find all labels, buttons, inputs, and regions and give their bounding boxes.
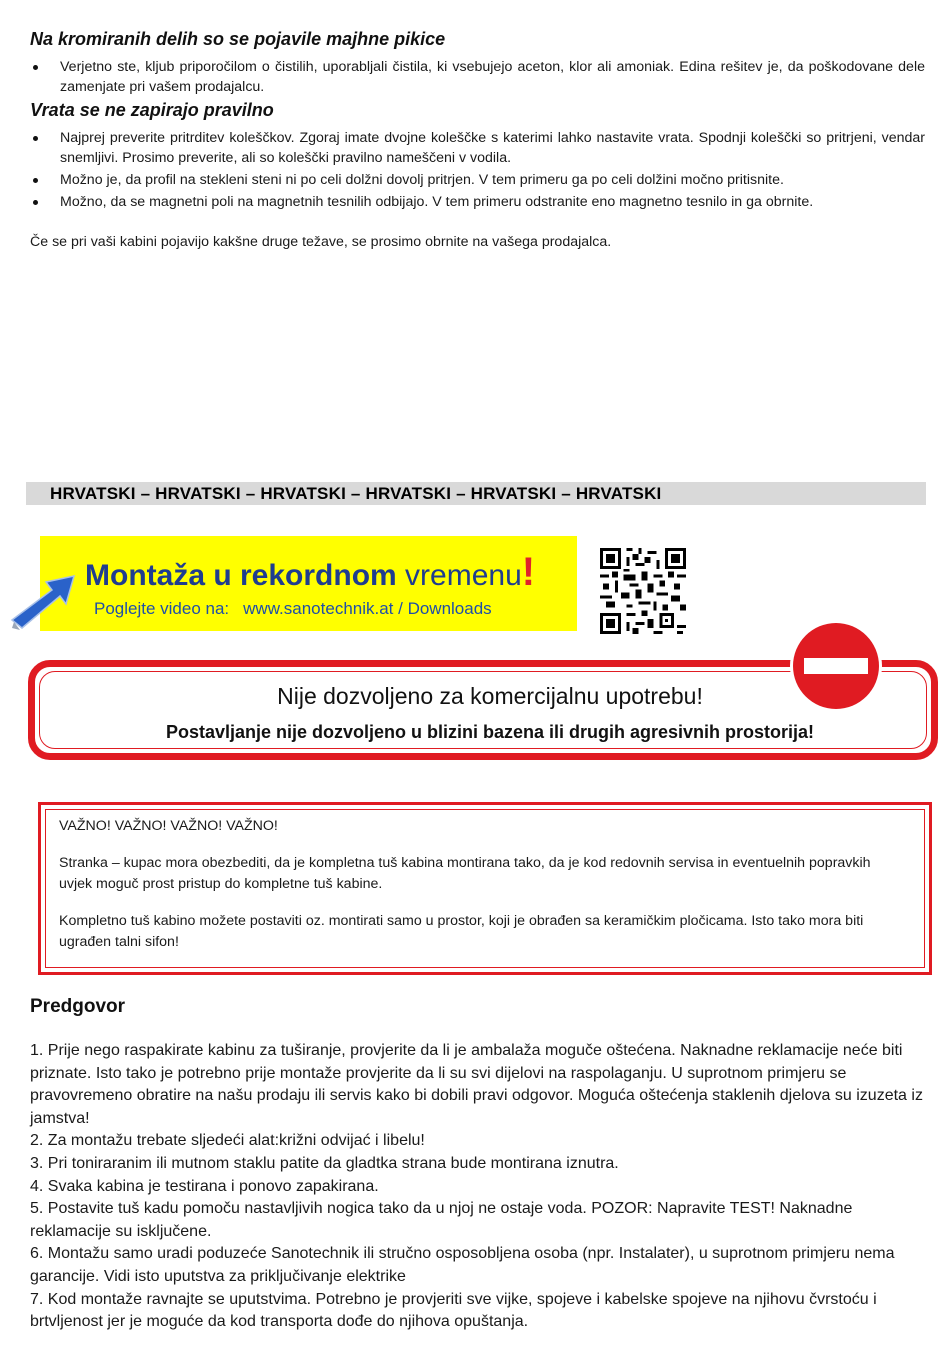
bullet-list-chrome [30, 57, 925, 99]
no-entry-icon [788, 618, 884, 714]
video-link[interactable]: www.sanotechnik.at / Downloads [243, 599, 492, 618]
list-item: 2. Za montažu trebate sljedeći alat:križni odvijać i libelu! [30, 1132, 425, 1150]
qr-code-icon[interactable] [600, 548, 686, 634]
list-item: Najprej preverite pritrditev koleščkov. Zgoraj imate dvojne koleščke s katerimi lahko nastavite vrata. Spodnji koleščki so pritrjeni, vendar snemljivi. Prosimo preverite, ali so koleščki pravilno nameščeni v vodila. [30, 128, 925, 168]
bullet-icon [33, 136, 38, 141]
bullet-icon [33, 65, 38, 70]
important-title: VAŽNO! VAŽNO! VAŽNO! VAŽNO! [59, 818, 278, 834]
predgovor-title: Predgovor [30, 996, 126, 1017]
important-paragraph-1: Stranka – kupac mora obezbediti, da je kompletna tuš kabina montirana tako, da je kod redovnih servisa in eventuelnih popravkih uvjek moguč prost pristup do kompletne tuš kabine. [59, 855, 871, 892]
warning-title: Nije dozvoljeno za komercijalnu upotrebu! [277, 683, 703, 709]
list-item: 1. Prije nego raspakirate kabinu za tuširanje, provjerite da li je ambalaža moguče oštećena. Naknadne reklamacije neće biti priznate. Isto tako je potrebno prije montaže provjerite da li su svi dijelovi na raspolaganju. U suprotnom primjeru se pravovremeno obratire na našu prodaju ili servis kako bi dobili pravi odgovor. Moguća oštećenja staklenih djelova su izuzeta iz jamstva! [30, 1042, 923, 1127]
important-notice [38, 802, 932, 975]
banner-subtitle: Poglejte video na: www.sanotechnik.at / Downloads [94, 599, 492, 618]
bullet-list-door [30, 128, 925, 214]
warning-subtitle: Postavljanje nije dozvoljeno u blizini bazena ili drugih agresivnih prostorija! [165, 722, 815, 742]
list-item: 3. Pri toniraranim ili mutnom staklu patite da gladtka strana bude montirana iznutra. [30, 1154, 619, 1172]
list-item: 5. Postavite tuš kadu pomoču nastavljivih nogica tako da u njoj ne ostaje voda. POZOR: Napravite TEST! Naknadne reklamacije su isključene. [30, 1200, 853, 1240]
section-heading-door: Vrata se ne zapirajo pravilno [30, 100, 274, 120]
list-item: Možno, da se magnetni poli na magnetnih tesnilih odbijajo. V tem primeru odstranite eno magnetno tesnilo in ga obrnite. [30, 192, 925, 212]
section-heading-chrome-spots: Na kromiranih delih so se pojavile majhne pikice [30, 29, 446, 49]
list-item: Možno je, da profil na stekleni steni ni po celi dolžni dovolj pritrjen. V tem primeru ga po celi dolžini močno pritisnite. [30, 170, 925, 190]
list-item: Verjetno ste, kljub priporočilom o čistilih, uporabljali čistila, ki vsebujejo aceton, klor ali amoniak. Edina rešitev je, da poškodovane dele zamenjate pri vašem prodajalcu. [30, 57, 925, 97]
list-item: 7. Kod montaže ravnajte se uputstvima. Potrebno je provjeriti sve vijke, spojeve i kabelske spojeve na njihovu čvrstoću i brtvljenost jer je moguće da kod transporta dođe do njihova opuštanja. [30, 1290, 877, 1331]
bullet-icon [33, 200, 38, 205]
language-label: HRVATSKI – HRVATSKI – HRVATSKI – HRVATSKI – HRVATSKI – HRVATSKI [50, 484, 662, 503]
video-banner [40, 536, 577, 631]
list-item: 6. Montažu samo uradi poduzeće Sanotechnik ili stručno osposobljena osoba (npr. Instalater), u suprotnom primjeru nema garancije. Vidi isto uputstva za priključivanje elektrike [30, 1245, 895, 1285]
bullet-icon [33, 178, 38, 183]
important-paragraph-2: Kompletno tuš kabino možete postaviti oz. montirati samo u prostor, koji je obrađen sa keramičkim pločicama. Isto tako mora biti ugrađen talni sifon! [59, 913, 864, 950]
contact-note: Če se pri vaši kabini pojavijo kakšne druge težave, se prosimo obrnite na vašega prodajalca. [30, 234, 612, 250]
predgovor-list [30, 1040, 925, 1334]
banner-title: Montaža u rekordnom vremenu! [85, 550, 536, 594]
language-bar [26, 482, 926, 505]
list-item: 4. Svaka kabina je testirana i ponovo zapakirana. [30, 1177, 379, 1195]
arrow-icon [8, 570, 78, 630]
